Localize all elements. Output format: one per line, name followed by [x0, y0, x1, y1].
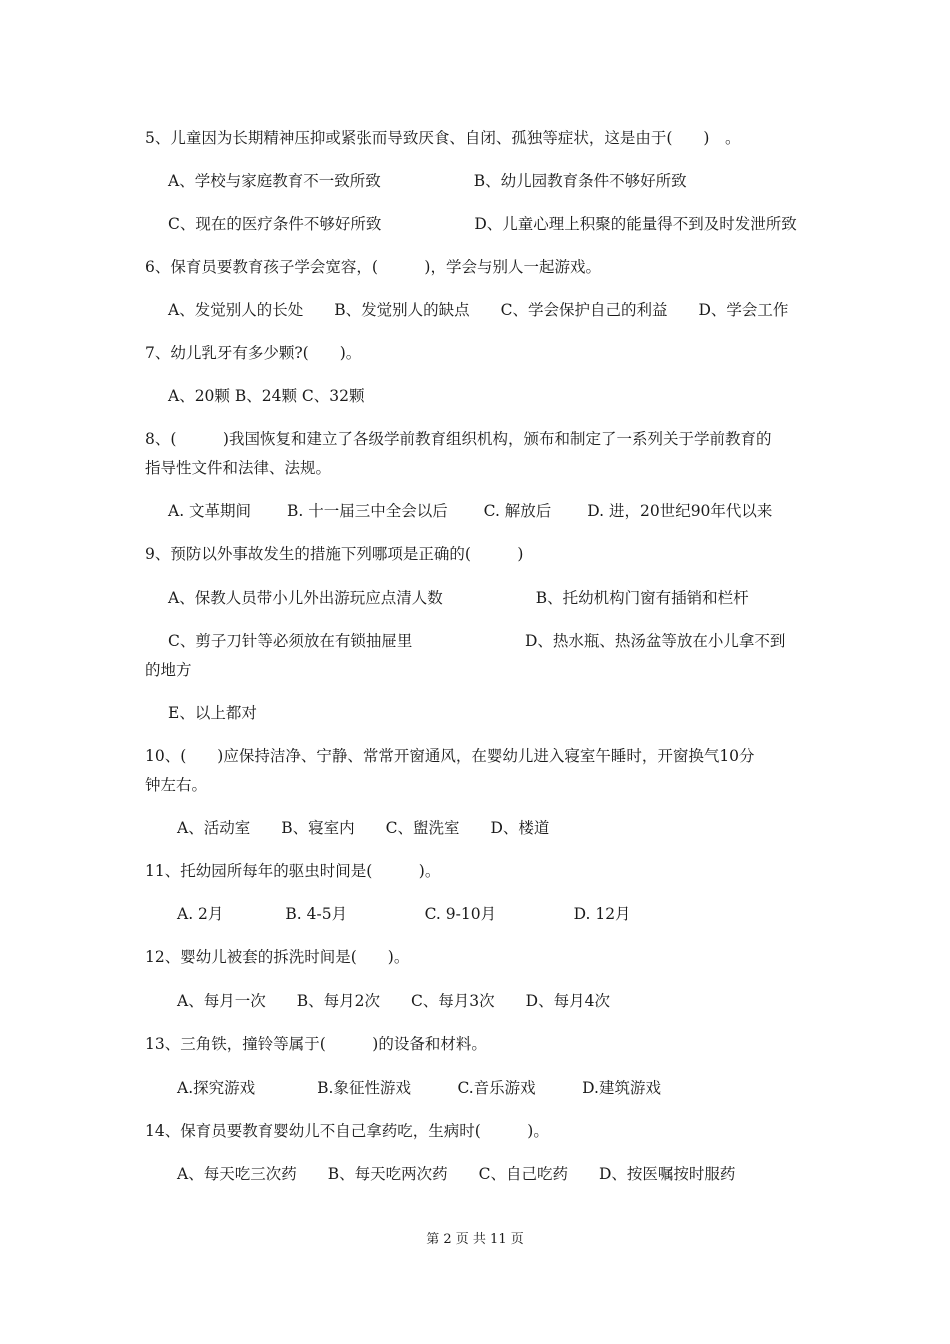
question-6-options: A、发觉别人的长处 B、发觉别人的缺点 C、学会保护自己的利益 D、学会工作 [168, 301, 789, 319]
question-5-options-ab: A、学校与家庭教育不一致所致 B、幼儿园教育条件不够好所致 [168, 172, 687, 190]
question-13-options: A.探究游戏 B.象征性游戏 C.音乐游戏 D.建筑游戏 [177, 1079, 661, 1097]
question-7-options: A、20颗 B、24颗 C、32颗 [168, 387, 365, 405]
question-12-options: A、每月一次 B、每月2次 C、每月3次 D、每月4次 [177, 992, 610, 1010]
question-9-option-d-continued: 的地方 [145, 661, 192, 679]
question-10-options: A、活动室 B、寝室内 C、盥洗室 D、楼道 [177, 819, 550, 837]
question-10-stem-line1: 10、( )应保持洁净、宁静、常常开窗通风，在婴幼儿进入寝室午睡时，开窗换气10分 [145, 747, 755, 765]
question-7-stem: 7、幼儿乳牙有多少颗?( )。 [145, 344, 362, 362]
question-9-option-d: D、热水瓶、热汤盆等放在小儿拿不到 [525, 632, 786, 650]
question-12-stem: 12、婴幼儿被套的拆洗时间是( )。 [145, 948, 410, 966]
question-9-option-c: C、剪子刀针等必须放在有锁抽屉里 [168, 632, 413, 650]
question-13-stem: 13、三角铁，撞铃等属于( )的设备和材料。 [145, 1035, 487, 1053]
question-8-stem-line1: 8、( )我国恢复和建立了各级学前教育组织机构，颁布和制定了一系列关于学前教育的 [145, 430, 772, 448]
question-9-options-ab: A、保教人员带小儿外出游玩应点清人数 B、托幼机构门窗有插销和栏杆 [168, 589, 749, 607]
question-8-options: A. 文革期间 B. 十一届三中全会以后 C. 解放后 D. 进，20世纪90年代以来 [168, 502, 773, 520]
question-6-stem: 6、保育员要教育孩子学会宽容，( )，学会与别人一起游戏。 [145, 258, 601, 276]
page-number-footer: 第 2 页 共 11 页 [426, 1232, 524, 1247]
question-5-options-cd: C、现在的医疗条件不够好所致 D、儿童心理上积聚的能量得不到及时发泄所致 [168, 215, 797, 233]
question-11-options: A. 2月 B. 4-5月 C. 9-10月 D. 12月 [177, 905, 631, 923]
question-14-options: A、每天吃三次药 B、每天吃两次药 C、自己吃药 D、按医嘱按时服药 [177, 1165, 736, 1183]
question-14-stem: 14、保育员要教育婴幼儿不自己拿药吃，生病时( )。 [145, 1122, 549, 1140]
question-8-stem-line2: 指导性文件和法律、法规。 [145, 459, 332, 477]
question-9-option-e: E、以上都对 [168, 704, 257, 722]
question-10-stem-line2: 钟左右。 [145, 776, 208, 794]
question-11-stem: 11、托幼园所每年的驱虫时间是( )。 [145, 862, 441, 880]
question-5-stem: 5、儿童因为长期精神压抑或紧张而导致厌食、自闭、孤独等症状，这是由于( ) 。 [145, 129, 741, 147]
question-9-stem: 9、预防以外事故发生的措施下列哪项是正确的( ) [145, 545, 524, 563]
